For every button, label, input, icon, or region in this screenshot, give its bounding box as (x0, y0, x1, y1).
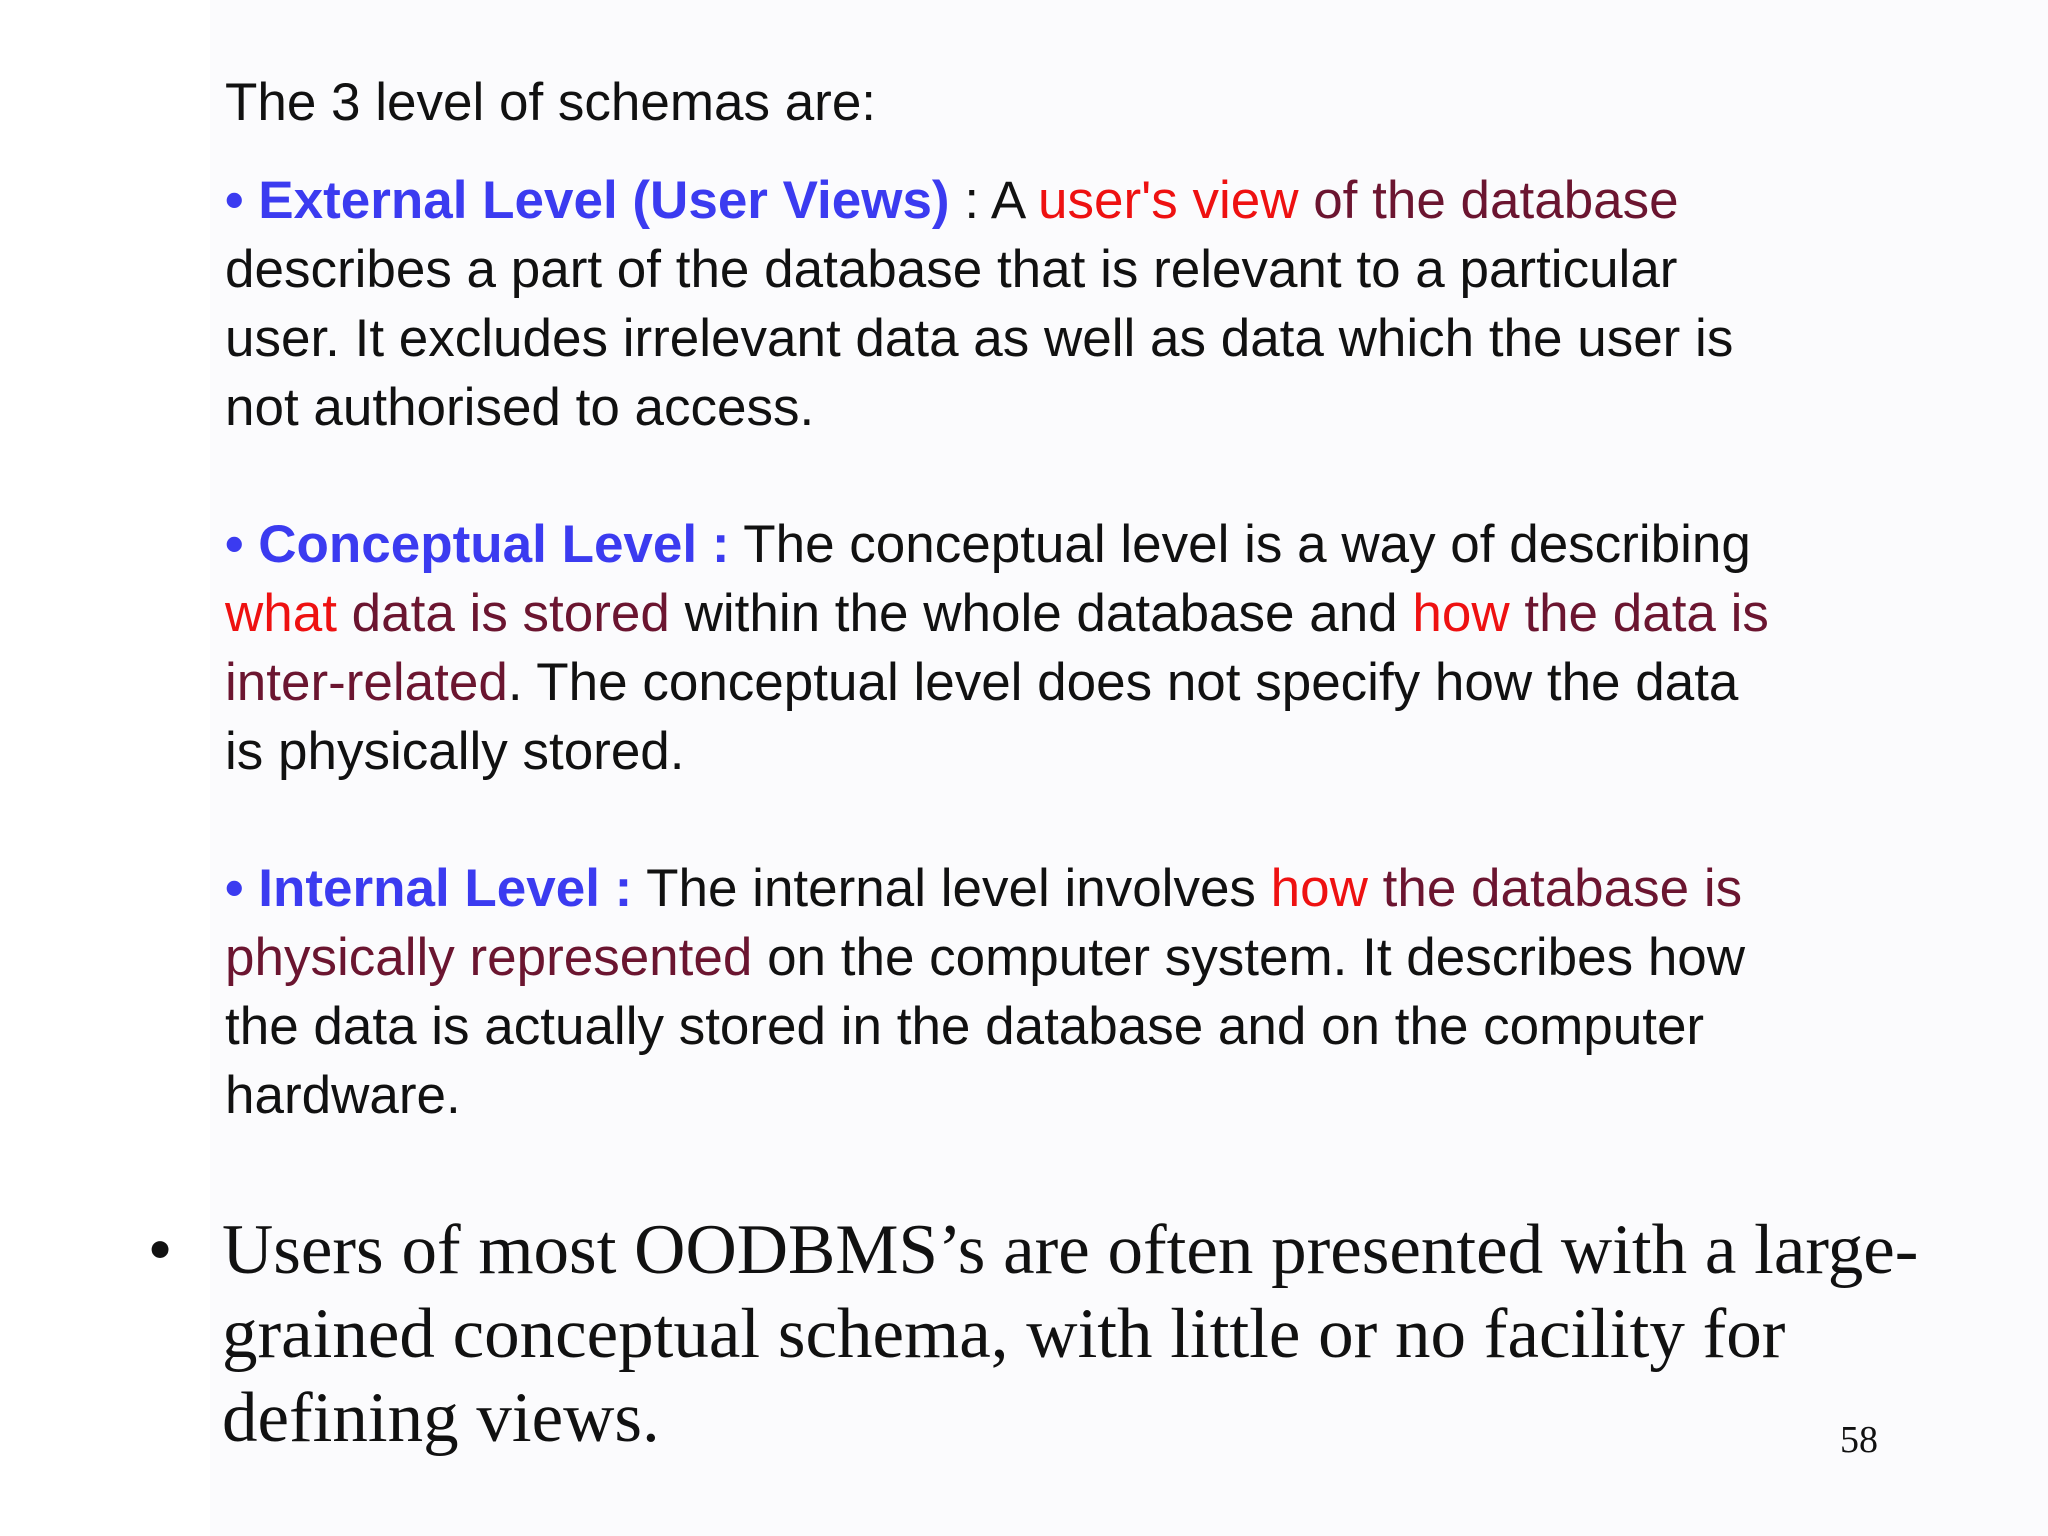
conceptual-level-paragraph (225, 510, 1945, 786)
internal-line-3: the data is actually stored in the database and on the computer (225, 997, 1705, 1056)
conceptual-heading: Conceptual Level : (258, 515, 730, 574)
intro-text: The 3 level of schemas are: (225, 73, 877, 132)
note-line-1: Users of most OODBMS’s are often presented with a large- (222, 1211, 1919, 1289)
note-line-3: defining views. (222, 1379, 660, 1457)
external-level-paragraph (225, 166, 1945, 442)
conceptual-line-2 (225, 579, 1945, 648)
external-line-4: not authorised to access. (225, 378, 815, 437)
conceptual-highlight-what: what (225, 584, 337, 643)
note-bullet: • (147, 1211, 173, 1289)
conceptual-line-3 (225, 648, 1945, 717)
internal-text-b: on the computer system. It describes how (752, 928, 1746, 987)
conceptual-highlight-data-is: the data is (1509, 584, 1769, 643)
external-line-2: describes a part of the database that is relevant to a particular (225, 240, 1678, 299)
external-line-1 (225, 166, 1945, 235)
internal-bullet: • (225, 859, 259, 918)
conceptual-line-1 (225, 510, 1945, 579)
conceptual-highlight-inter-related: inter-related (225, 653, 508, 712)
external-line-3: user. It excludes irrelevant data as well as data which the user is (225, 309, 1734, 368)
conceptual-text-c: . The conceptual level does not specify how the data (507, 653, 1739, 712)
conceptual-line-4: is physically stored. (225, 722, 685, 781)
external-highlight-of-database: of the database (1298, 171, 1679, 230)
internal-line-4: hardware. (225, 1066, 461, 1125)
internal-level-paragraph (225, 854, 1945, 1130)
conceptual-bullet: • (225, 515, 259, 574)
note-text (222, 1208, 2022, 1460)
internal-line-1 (225, 854, 1945, 923)
external-bullet: • (225, 171, 259, 230)
internal-highlight-physically-represented: physically represented (225, 928, 753, 987)
internal-highlight-how: how (1270, 859, 1368, 918)
internal-line-2 (225, 923, 1945, 992)
page-number: 58 (1840, 1419, 1878, 1461)
conceptual-text-b: within the whole database and (669, 584, 1413, 643)
external-heading: External Level (User Views) (258, 171, 950, 230)
conceptual-highlight-data-stored: data is stored (336, 584, 670, 643)
conceptual-text-a: The conceptual level is a way of describing (729, 515, 1751, 574)
internal-heading: Internal Level : (258, 859, 633, 918)
conceptual-highlight-how: how (1412, 584, 1510, 643)
external-highlight-users-view: user's view (1038, 171, 1299, 230)
internal-text-a: The internal level involves (632, 859, 1271, 918)
external-text-a: : A (949, 171, 1038, 230)
note-line-2: grained conceptual schema, with little or no facility for (222, 1295, 1786, 1373)
internal-highlight-database-is: the database is (1367, 859, 1743, 918)
